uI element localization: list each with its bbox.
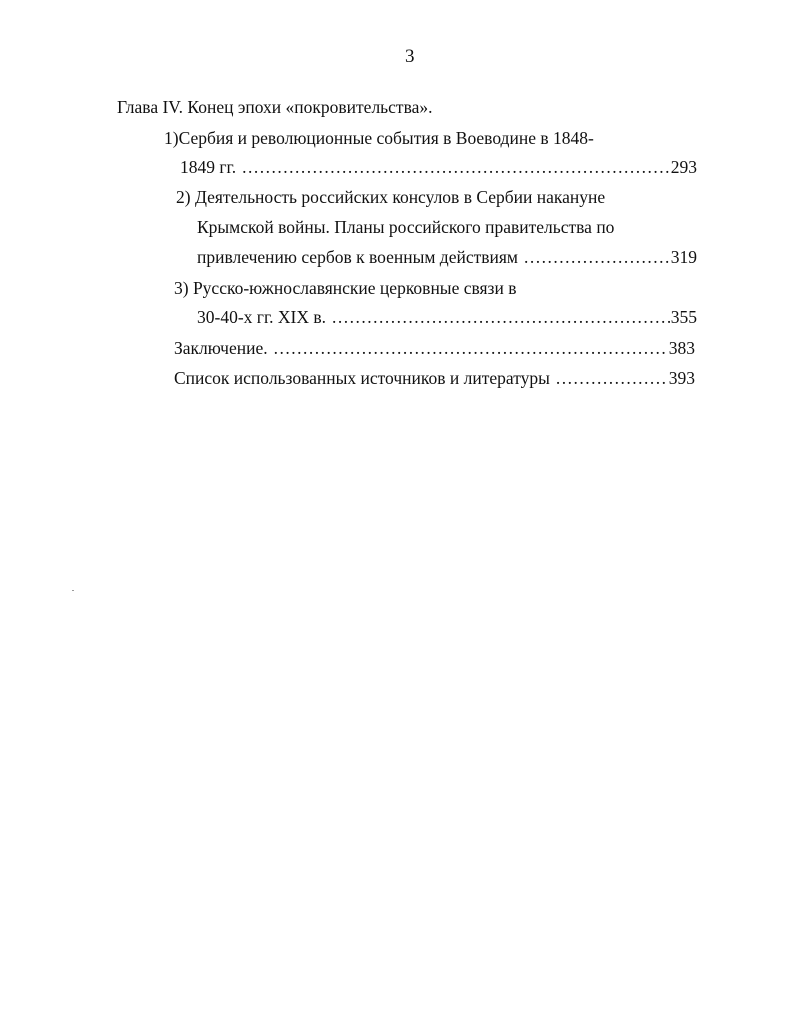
toc-conclusion-page: 383 [668,338,695,358]
toc-bibliography-label: Список использованных источников и литературы [174,368,550,388]
chapter-heading: Глава IV. Конец эпохи «покровительства». [117,97,433,117]
toc-entry-1-final-row [180,156,697,178]
toc-entry-2-line-1: 2) Деятельность российских консулов в Сербии накануне [176,187,606,207]
page-number: 3 [405,46,415,67]
toc-entry-3-text: 30-40-х гг. XIX в. [197,307,327,327]
toc-entry-1-page: 293 [670,157,697,177]
toc-entry-2-final-row [197,246,697,268]
toc-entry-2-page: 319 [670,247,697,267]
toc-entry-3-line-1: 3) Русско-южнославянские церковные связи в [174,278,517,298]
dot-leader [524,246,670,268]
toc-bibliography-row [174,367,695,389]
toc-entry-3-final-row [197,306,697,328]
toc-entry-1-text: 1849 гг. [180,157,237,177]
dot-leader [556,367,668,389]
toc-entry-3-page: 355 [670,307,697,327]
toc-entry-2-line-2: Крымской войны. Планы российского правительства по [197,217,615,237]
toc-bibliography-page: 393 [668,368,695,388]
dot-leader [242,156,670,178]
dot-leader [332,306,670,328]
toc-conclusion-row [174,337,695,359]
toc-entry-1-line-1: 1)Сербия и революционные события в Воеводине в 1848- [164,128,594,148]
scan-speck [72,590,74,591]
dot-leader [274,337,668,359]
toc-conclusion-label: Заключение. [174,338,268,358]
toc-entry-2-text: привлечению сербов к военным действиям [197,247,519,267]
